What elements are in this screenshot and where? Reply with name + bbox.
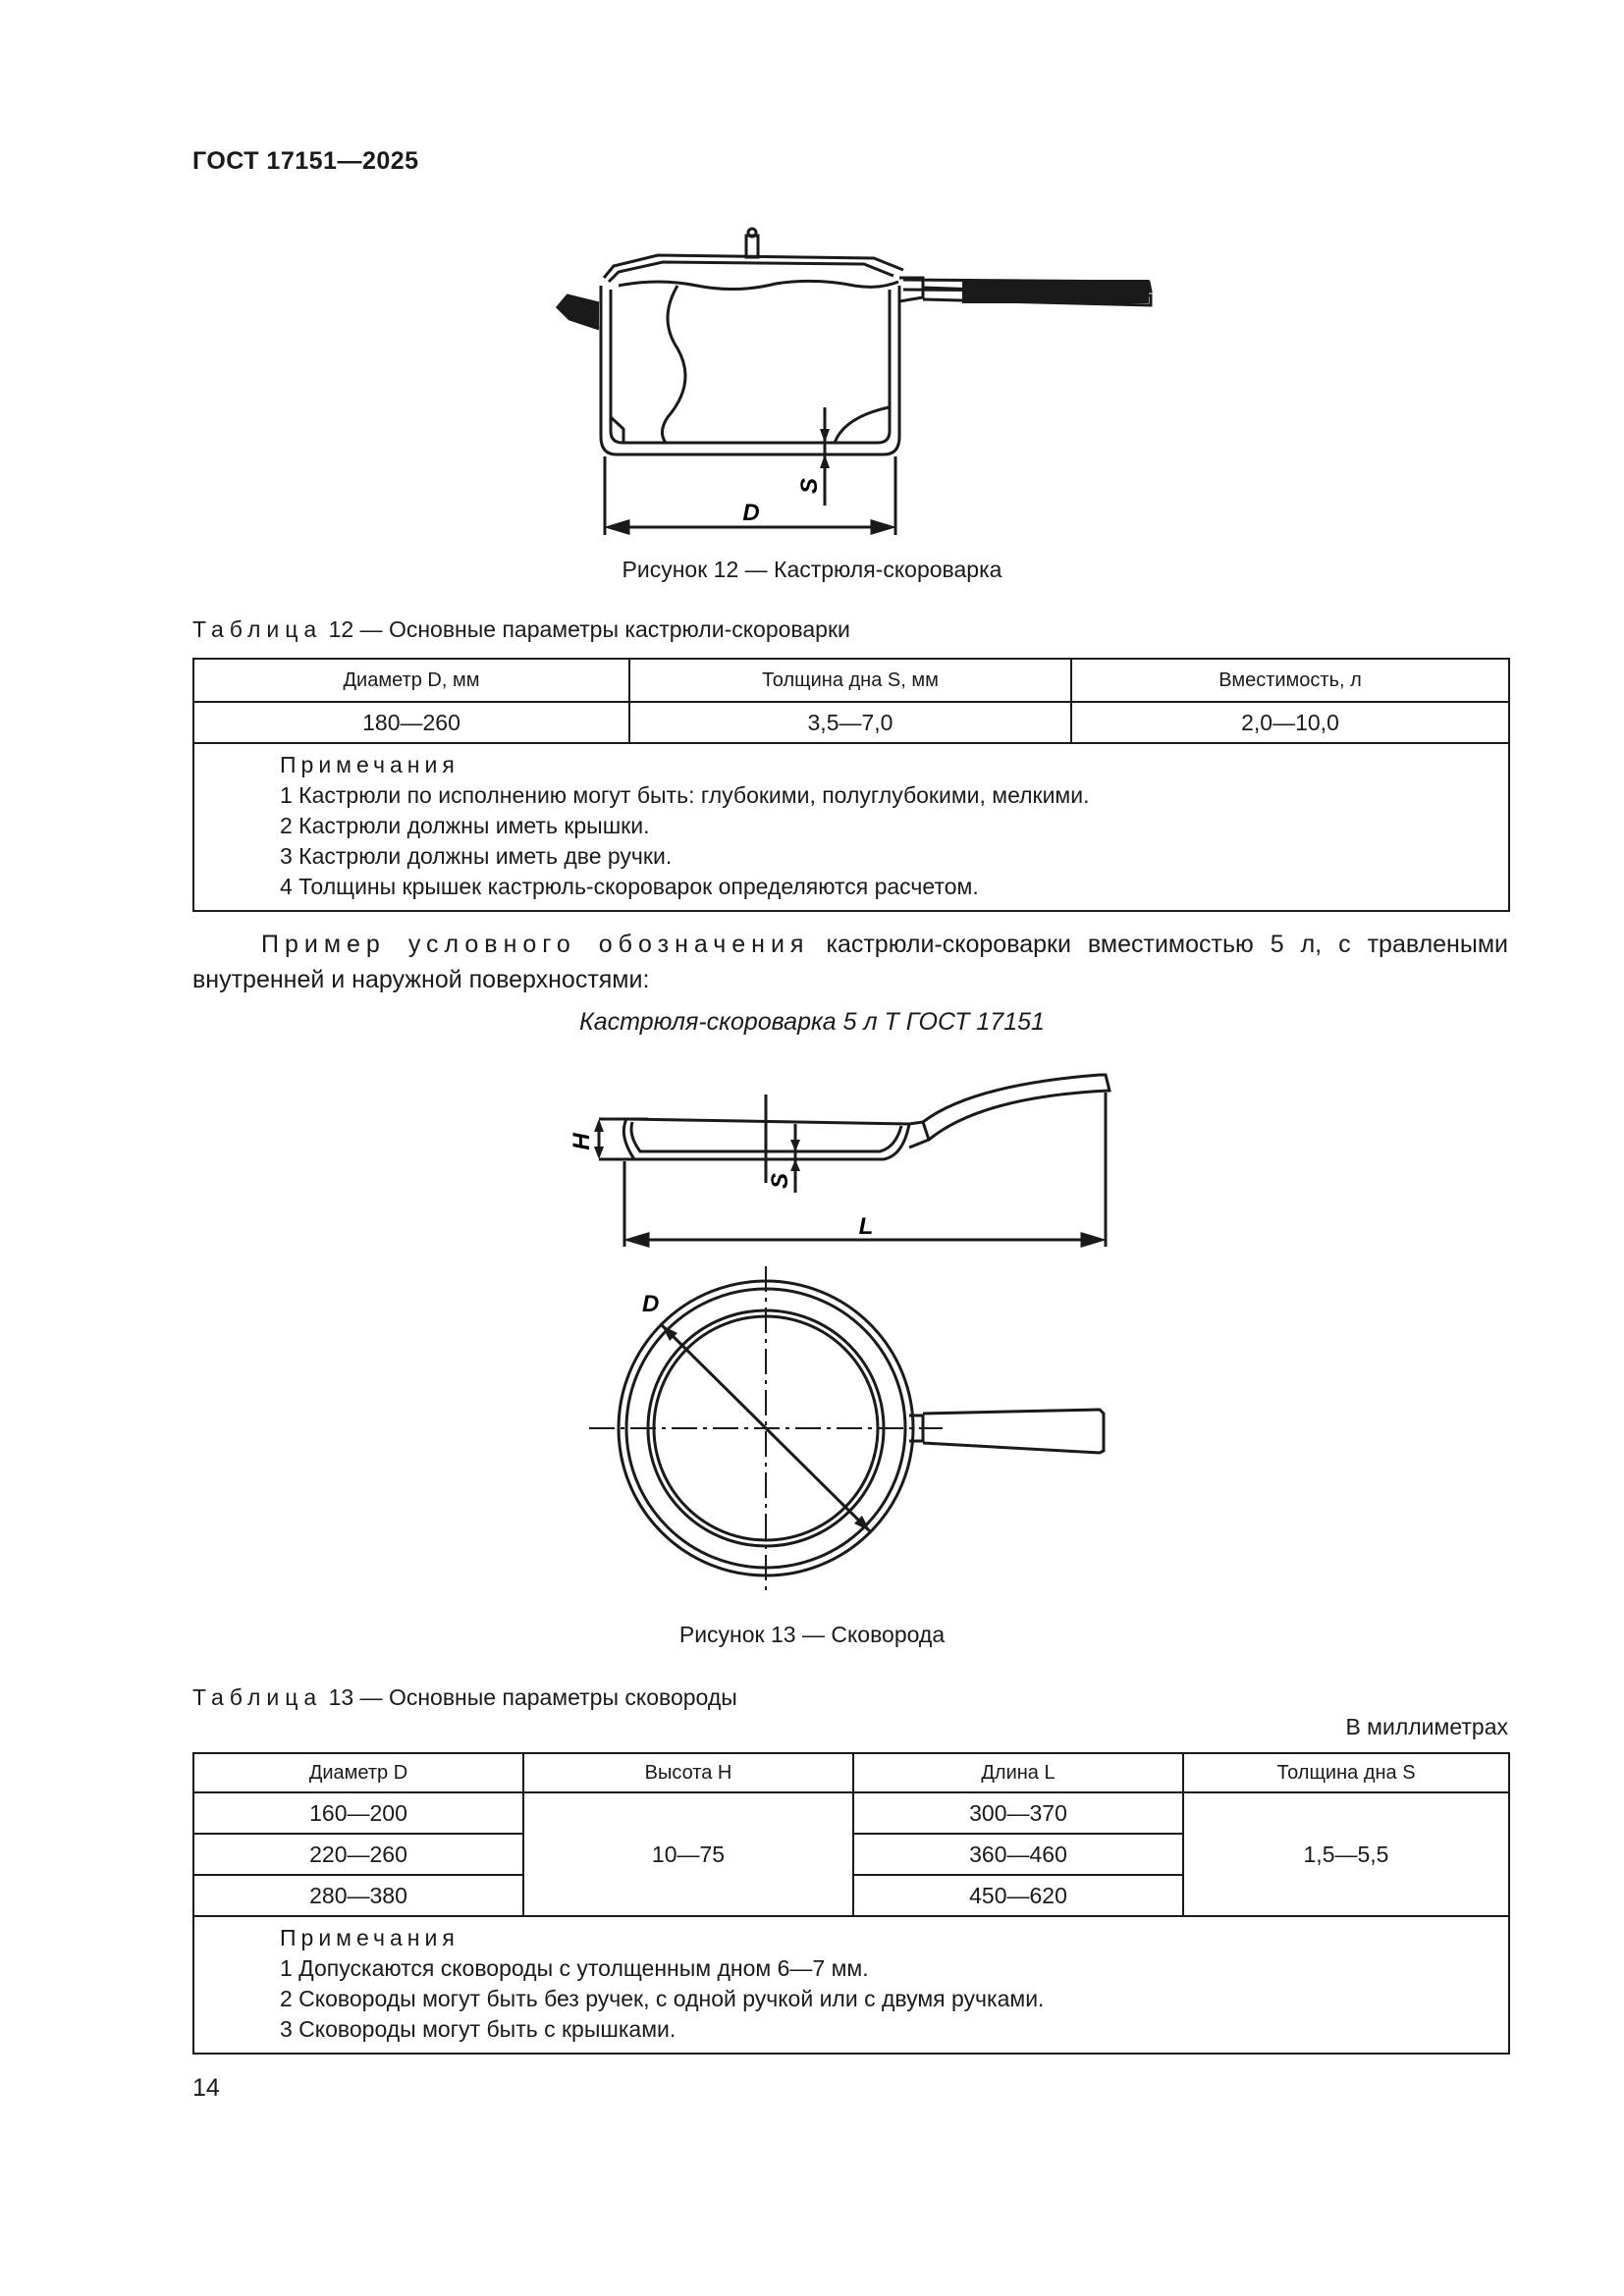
table-12-notes <box>193 743 1509 911</box>
table-13-caption-title: 13 — Основные параметры сковороды <box>322 1684 737 1710</box>
example-text: кастрюли-скороварки вместимостью 5 л, с травлеными внутренней и наружной поверхностями: <box>192 931 1508 993</box>
example-lead: Пример условного обозначения <box>261 931 810 958</box>
table-12-header-thickness: Толщина дна S, мм <box>629 659 1071 702</box>
table-12 <box>192 658 1510 912</box>
table-13-notes-title: Примечания <box>280 1925 460 1950</box>
table-13-header-height: Высота H <box>523 1753 853 1792</box>
table-13-units: В миллиметрах <box>1345 1714 1508 1739</box>
table-13 <box>192 1752 1510 2055</box>
table-13-cell-height: 10—75 <box>523 1792 853 1916</box>
table-13-cell-diameter: 280—380 <box>193 1875 523 1916</box>
table-13-note-1: 1 Допускаются сковороды с утолщенным дном 6—7 мм. <box>280 1955 869 1981</box>
figure-13-caption: Рисунок 13 — Сковорода <box>678 1622 946 1647</box>
lid-valve <box>746 236 758 257</box>
pot-body <box>601 286 899 454</box>
table-13-header-length: Длина L <box>853 1753 1183 1792</box>
figure-13-label-l: L <box>858 1213 874 1240</box>
document-header: ГОСТ 17151—2025 <box>192 147 419 175</box>
table-13-note-3: 3 Сковороды могут быть с крышками. <box>280 2016 677 2042</box>
table-13-cell-length: 450—620 <box>853 1875 1183 1916</box>
table-12-cell-diameter: 180—260 <box>193 702 629 743</box>
table-12-note-4: 4 Толщины крышек кастрюль-скороварок определяются расчетом. <box>280 874 979 899</box>
figure-13-label-s: S <box>767 1172 793 1190</box>
figure-12-label-d: D <box>742 500 760 526</box>
table-12-note-1: 1 Кастрюли по исполнению могут быть: глубокими, полуглубокими, мелкими. <box>280 782 1090 808</box>
table-row <box>193 702 1509 743</box>
table-12-notes-title: Примечания <box>280 752 460 777</box>
table-13-cell-length: 300—370 <box>853 1792 1183 1834</box>
table-13-note-2: 2 Сковороды могут быть без ручек, с одной ручкой или с двумя ручками. <box>280 1986 1045 2011</box>
table-13-cell-diameter: 160—200 <box>193 1792 523 1834</box>
table-12-caption-word: Таблица <box>192 616 323 642</box>
figure-12-label-s: S <box>796 477 823 495</box>
table-12-cell-thickness: 3,5—7,0 <box>629 702 1071 743</box>
table-13-cell-length: 360—460 <box>853 1834 1183 1875</box>
example-designation: Кастрюля-скороварка 5 л Т ГОСТ 17151 <box>579 1008 1045 1036</box>
table-row <box>193 1792 1509 1834</box>
table-13-notes-row <box>193 1916 1509 2054</box>
figure-12-pressure-cooker-drawing <box>550 221 1159 545</box>
table-12-caption <box>192 616 850 643</box>
table-13-caption <box>192 1684 737 1711</box>
figure-13-pan-side-view <box>560 1065 1119 1252</box>
table-12-header-capacity: Вместимость, л <box>1071 659 1509 702</box>
example-paragraph <box>192 927 1508 997</box>
page-number: 14 <box>192 2074 220 2102</box>
figure-13-label-h: H <box>568 1133 595 1150</box>
figure-13-label-d: D <box>642 1291 660 1317</box>
table-12-note-3: 3 Кастрюли должны иметь две ручки. <box>280 843 673 869</box>
table-13-header-thickness: Толщина дна S <box>1183 1753 1509 1792</box>
table-12-caption-title: 12 — Основные параметры кастрюли-скороварки <box>322 616 850 642</box>
table-13-cell-thickness: 1,5—5,5 <box>1183 1792 1509 1916</box>
figure-12-caption: Рисунок 12 — Кастрюля-скороварка <box>622 557 1002 582</box>
figure-13-pan-top-view <box>589 1266 1119 1590</box>
table-12-header-diameter: Диаметр D, мм <box>193 659 629 702</box>
table-12-note-2: 2 Кастрюли должны иметь крышки. <box>280 813 650 838</box>
table-13-header-row <box>193 1753 1509 1792</box>
table-12-notes-row <box>193 743 1509 911</box>
table-13-cell-diameter: 220—260 <box>193 1834 523 1875</box>
table-13-caption-word: Таблица <box>192 1684 323 1710</box>
table-12-header-row <box>193 659 1509 702</box>
table-13-header-diameter: Диаметр D <box>193 1753 523 1792</box>
table-12-cell-capacity: 2,0—10,0 <box>1071 702 1509 743</box>
table-13-notes <box>193 1916 1509 2054</box>
